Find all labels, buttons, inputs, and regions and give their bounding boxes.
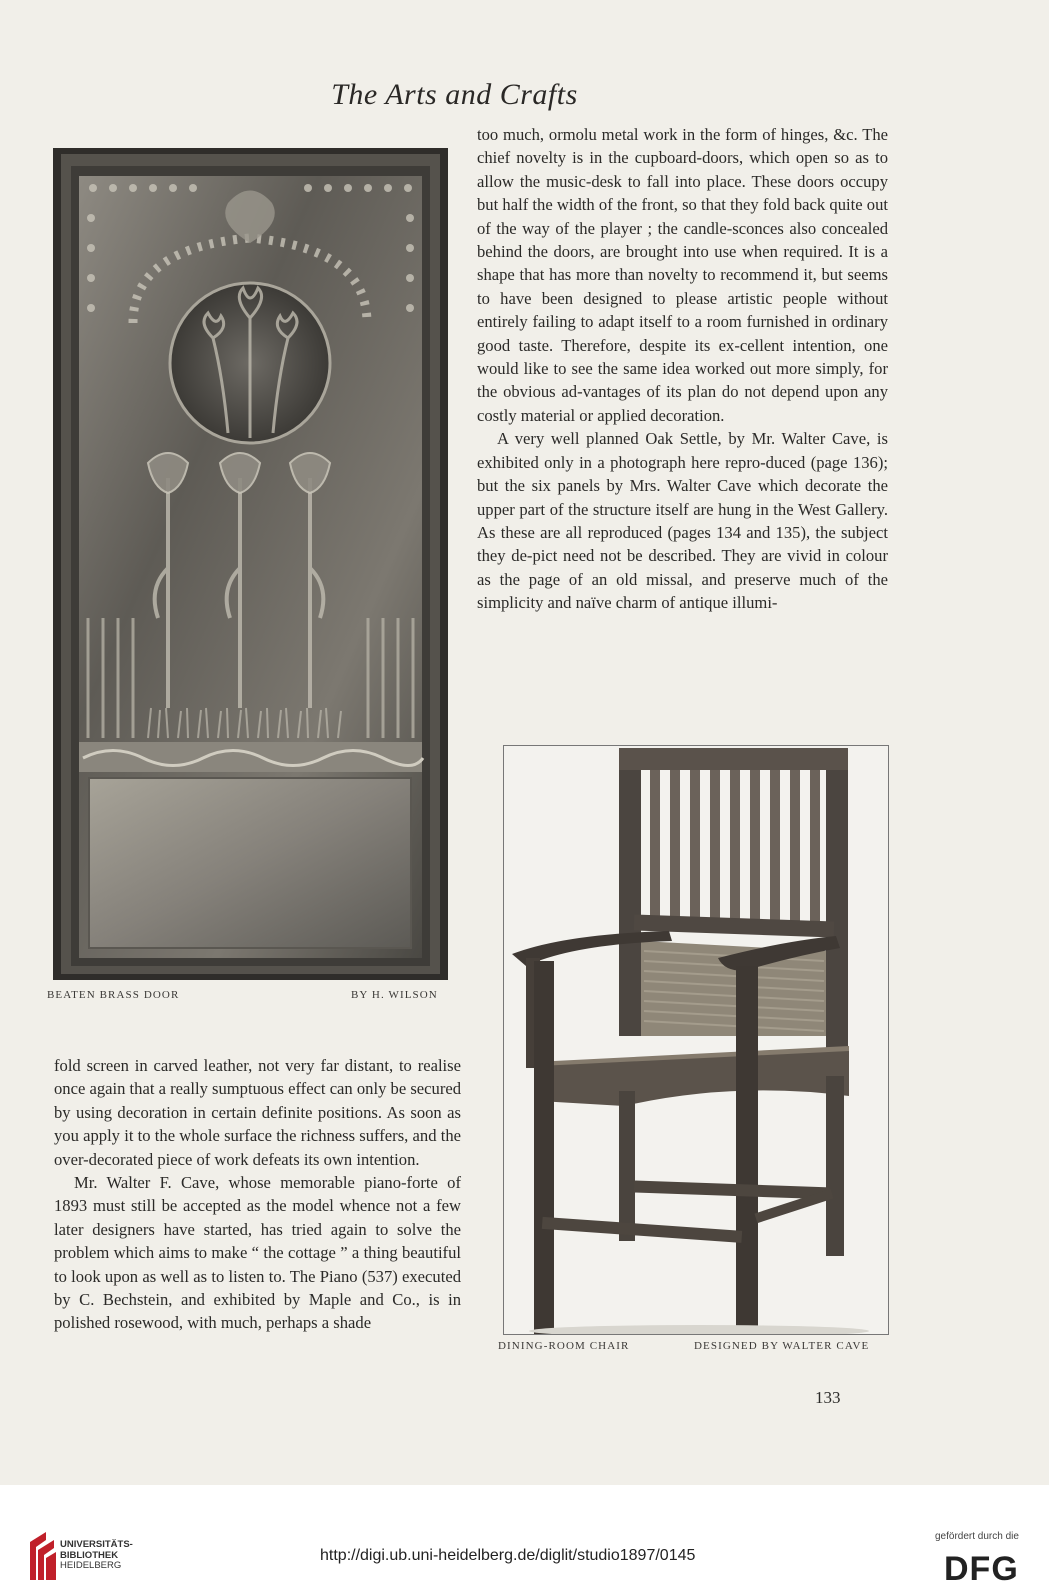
chair-caption-title: DINING-ROOM CHAIR	[498, 1340, 630, 1352]
university-library-logo-icon	[28, 1530, 58, 1582]
door-caption-credit: BY H. WILSON	[351, 989, 438, 1001]
university-library-name	[60, 1540, 133, 1572]
paragraph: fold screen in carved leather, not very far distant, to realise once again that a really sumptuous effect can only be secured by using decoration in certain definite positions. As soon as you apply it to the whole surface the richness suffers, and the over-decorated piece of work defeats its own intention.	[54, 1056, 462, 1169]
permalink-url[interactable]: http://digi.ub.uni-heidelberg.de/diglit/studio1897/0145	[320, 1547, 696, 1564]
dining-room-chair-illustration	[503, 745, 889, 1335]
library-line: UNIVERSITÄTS-	[60, 1539, 133, 1550]
door-caption-title: BEATEN BRASS DOOR	[47, 989, 180, 1001]
paragraph: A very well planned Oak Settle, by Mr. Walter Cave, is exhibited only in a photograph here repro-duced (page 136); but the six panels by Mrs. Walter Cave which decorate the upper part of the structure itself are hung in the West Gallery. As these are all reproduced (pages 134 and 135), the subject they de-pict need not be described. They are vivid in colour as the page of an old missal, and preserve much of the simplicity and naïve charm of antique illumi-	[477, 429, 888, 613]
beaten-brass-door-illustration	[53, 148, 448, 980]
chair-caption-credit: DESIGNED BY WALTER CAVE	[694, 1340, 870, 1352]
right-text-column	[477, 123, 888, 615]
funding-note: gefördert durch die	[935, 1531, 1019, 1542]
running-head: The Arts and Crafts	[331, 78, 578, 111]
chair-photo	[504, 746, 888, 1334]
library-line: HEIDELBERG	[60, 1560, 122, 1571]
library-line: BIBLIOTHEK	[60, 1549, 119, 1561]
door-photo	[53, 148, 448, 980]
digitization-footer	[0, 1485, 1049, 1595]
page-number: 133	[815, 1388, 841, 1407]
paragraph: Mr. Walter F. Cave, whose memorable piano-forte of 1893 must still be accepted as the model whence not a few later designers have started, has tried again to solve the problem which aims to make “ the cottage ” a thing beautiful to look upon as well as to listen to. The Piano (537) executed by C. Bechstein, and exhibited by Maple and Co., is in polished rosewood, with much, perhaps a shade	[54, 1173, 461, 1333]
paragraph: too much, ormolu metal work in the form of hinges, &c. The chief novelty is in the cupboard-doors, which open so as to allow the music-desk to fall into place. These doors occupy but half the width of the front, so that they fold back quite out of the way of the player ; the candle-sconces also concealed behind the doors, are brought into use when required. It is a shape that has more than novelty to recommend it, but seems to have been designed to please artistic people without entirely failing to adapt itself to a room furnished in ordinary good taste. Therefore, despite its ex-cellent intention, one would like to see the same idea worked out more simply, for the obvious ad-vantages of its plan do not depend upon any costly material or applied decoration.	[477, 125, 888, 425]
left-text-column	[54, 1054, 461, 1335]
dfg-logo: DFG	[944, 1550, 1019, 1588]
